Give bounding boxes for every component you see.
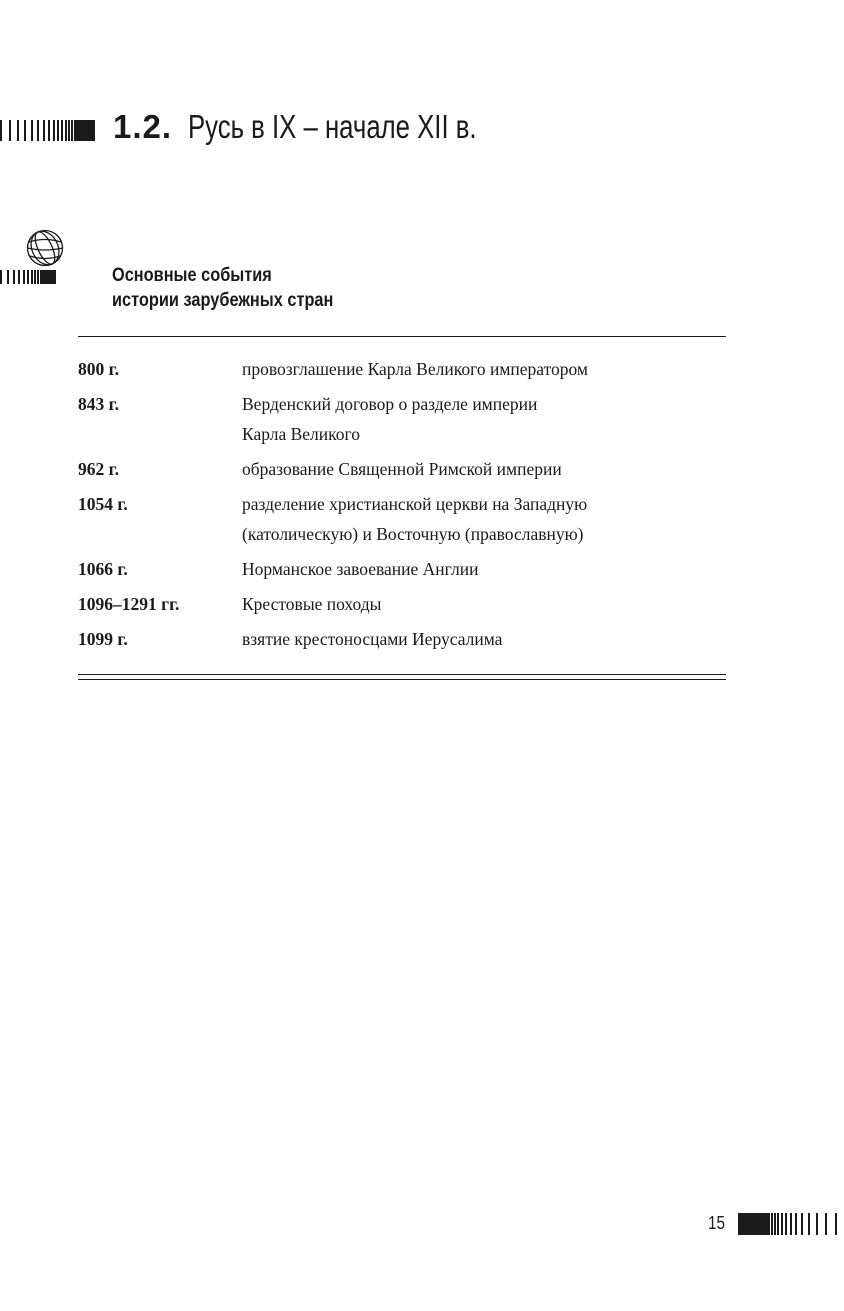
event-description xyxy=(242,454,712,484)
event-date: 1054 г. xyxy=(78,494,128,514)
event-description xyxy=(242,389,712,449)
event-row xyxy=(78,489,726,549)
event-date: 1066 г. xyxy=(78,559,128,579)
table-bottom-rule-lower xyxy=(78,679,726,680)
event-description-line: (католическую) и Восточную (православную) xyxy=(242,524,584,544)
event-description-line: Крестовые походы xyxy=(242,594,382,614)
page-number: 15 xyxy=(708,1213,726,1233)
event-row xyxy=(78,589,726,619)
event-description-line: образование Священной Римской империи xyxy=(242,459,562,479)
section-heading xyxy=(113,108,558,146)
section-barcode-decoration xyxy=(0,120,102,141)
event-date: 1096–1291 гг. xyxy=(78,594,180,614)
subsection-barcode-decoration xyxy=(0,270,65,284)
event-date: 962 г. xyxy=(78,459,119,479)
event-description xyxy=(242,589,712,619)
event-row xyxy=(78,354,726,384)
event-date: 800 г. xyxy=(78,359,119,379)
event-date: 1099 г. xyxy=(78,629,128,649)
subsection-title-line2: истории зарубежных стран xyxy=(112,290,334,311)
event-row xyxy=(78,454,726,484)
table-top-rule xyxy=(78,336,726,337)
event-description-line: Верденский договор о разделе империи xyxy=(242,394,538,414)
section-title: Русь в IX – начале XII в. xyxy=(188,108,477,145)
section-number: 1.2. xyxy=(113,108,173,145)
event-description-line: провозглашение Карла Великого императором xyxy=(242,359,588,379)
event-row xyxy=(78,624,726,654)
events-table xyxy=(78,354,726,659)
event-date: 843 г. xyxy=(78,394,119,414)
table-bottom-rule-upper xyxy=(78,674,726,675)
globe-icon xyxy=(25,228,65,268)
event-description-line: Норманское завоевание Англии xyxy=(242,559,479,579)
event-description-line: взятие крестоносцами Иерусалима xyxy=(242,629,503,649)
event-description-line: разделение христианской церкви на Западную xyxy=(242,494,588,514)
event-description xyxy=(242,354,712,384)
footer-barcode-decoration xyxy=(738,1213,844,1235)
subsection-title xyxy=(112,263,333,313)
event-row xyxy=(78,554,726,584)
event-description xyxy=(242,489,712,549)
event-description-line: Карла Великого xyxy=(242,424,360,444)
event-description xyxy=(242,554,712,584)
event-row xyxy=(78,389,726,449)
event-description xyxy=(242,624,712,654)
subsection-title-line1: Основные события xyxy=(112,265,272,286)
